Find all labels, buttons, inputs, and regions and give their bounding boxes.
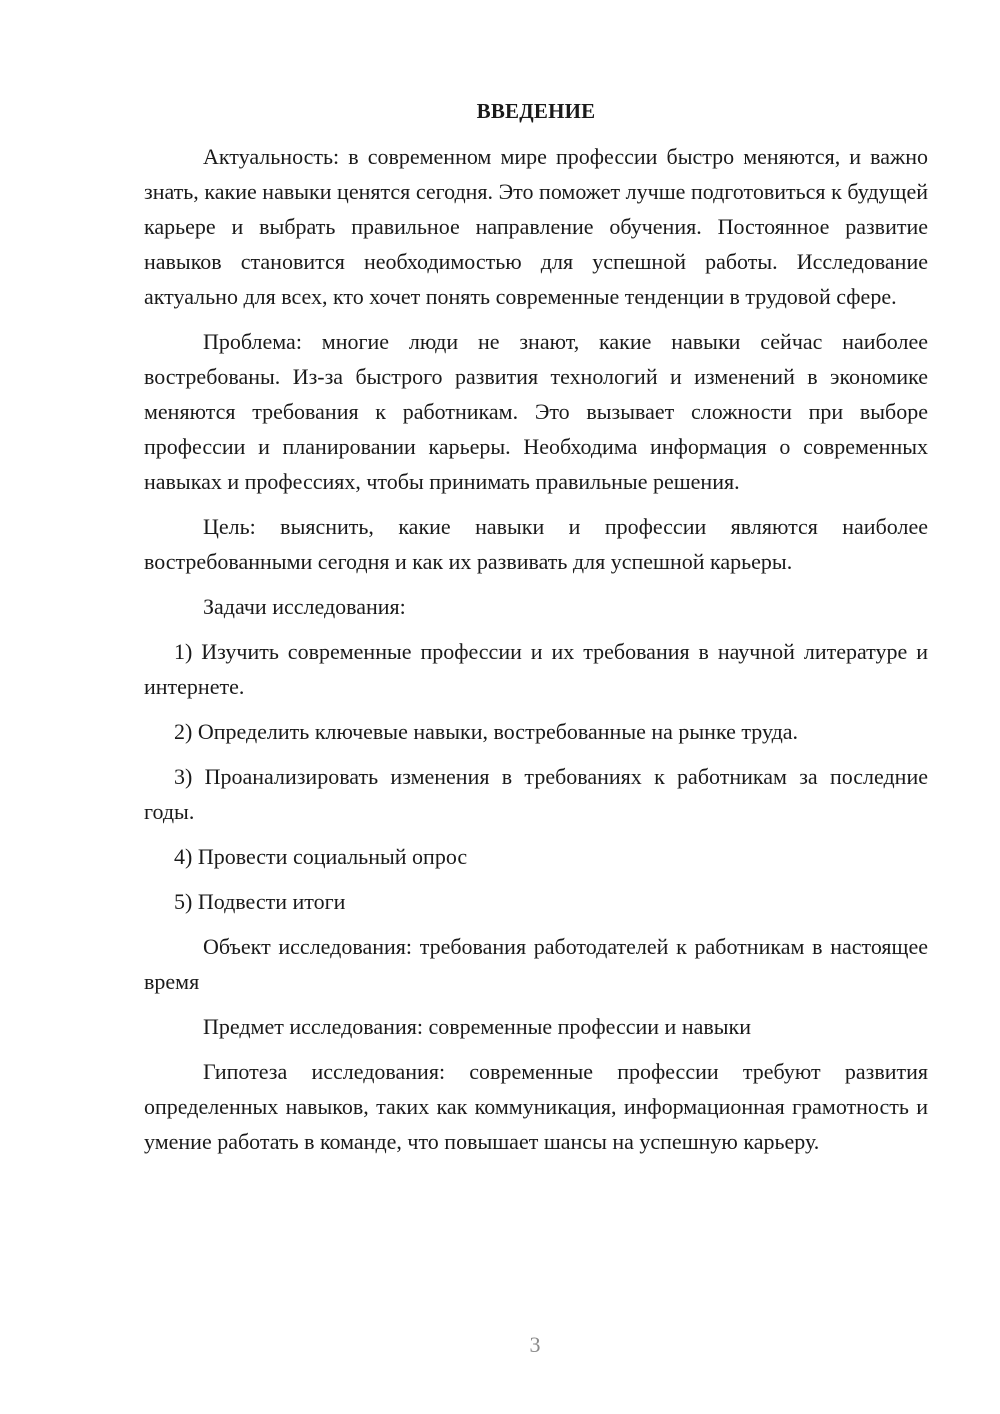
paragraph-object: Объект исследования: требования работодателей к работникам в настоящее время — [144, 934, 928, 994]
paragraph-relevance: Актуальность: в современном мире профессии быстро меняются, и важно знать, какие навыки ценятся сегодня. Это поможет лучше подготовиться к будущей карьере и выбрать правильное направление обучения. Постоянное развитие навыков становится необходимостью для успешной работы. Исследование актуально для всех, кто хочет понять современные тенденции в трудовой сфере. — [144, 144, 928, 309]
paragraph-tasks-heading: Задачи исследования: — [203, 594, 406, 619]
paragraph-hypothesis: Гипотеза исследования: современные профессии требуют развития определенных навыков, таких как коммуникация, информационная грамотность и умение работать в команде, что повышает шансы на успешную карьеру. — [144, 1059, 928, 1154]
paragraph-problem: Проблема: многие люди не знают, какие навыки сейчас наиболее востребованы. Из-за быстрого развития технологий и изменений в экономике меняются требования к работникам. Это вызывает сложности при выборе профессии и планировании карьеры. Необходима информация о современных навыках и профессиях, чтобы принимать правильные решения. — [144, 329, 928, 494]
task-item-2: 2) Определить ключевые навыки, востребованные на рынке труда. — [174, 719, 799, 744]
task-item-1: 1) Изучить современные профессии и их требования в научной литературе и интернете. — [144, 639, 928, 699]
task-item-5: 5) Подвести итоги — [174, 889, 346, 914]
task-item-4: 4) Провести социальный опрос — [174, 844, 468, 869]
task-item-3: 3) Проанализировать изменения в требованиях к работникам за последние годы. — [144, 764, 928, 824]
page-number: 3 — [529, 1332, 541, 1357]
page-content — [144, 94, 928, 1169]
paragraph-goal: Цель: выяснить, какие навыки и профессии являются наиболее востребованными сегодня и как их развивать для успешной карьеры. — [144, 514, 928, 574]
paragraph-subject: Предмет исследования: современные профессии и навыки — [203, 1014, 752, 1039]
page-title: ВВЕДЕНИЕ — [476, 99, 596, 123]
